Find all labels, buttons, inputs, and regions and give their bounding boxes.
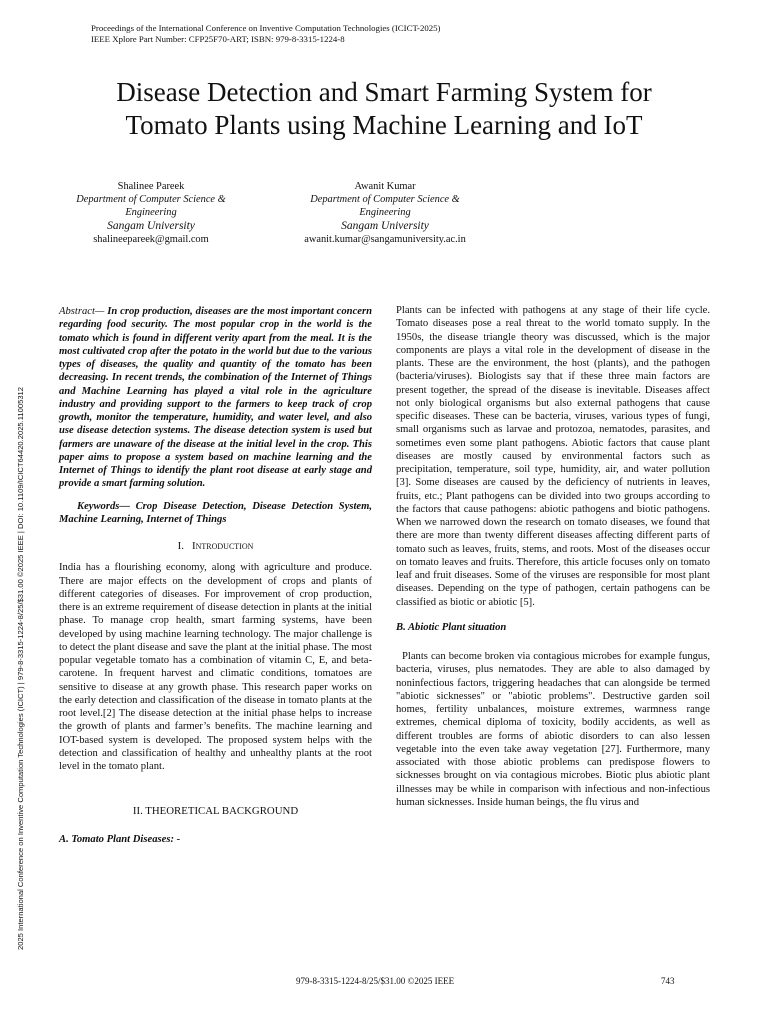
abstract-text: In crop production, diseases are the most important concern regarding food security. The most popular crop in the world is the tomato which is found in different verity apart from the meal. It is the most cultivated crop after the potato in the world but due to the various types of diseases, the quality and quantity of the tomato has been decreasing. In recent trends, the combination of the Internet of Things and Machine Learning has played a vital role in the agriculture industry and providing support to the farmers to keep track of crop growth, monitor the temperature, humidity, and water level, and also use disease detection systems. The disease detection system is used but farmers are unaware of the disease at the initial level in the crop. This paper aims to propose a system based on machine learning and the Internet of Things to identify the plant root disease at early stage and provide a smart farming solution.	[59, 306, 372, 490]
proceedings-line-1: Proceedings of the International Conference on Inventive Computation Technologies (ICICT-2025)	[91, 23, 441, 33]
author-university: Sangam University	[341, 219, 429, 232]
author-email[interactable]: awanit.kumar@sangamuniversity.ac.in	[304, 233, 466, 245]
keywords: Keywords— Crop Disease Detection, Disease Detection System, Machine Learning, Internet of Things	[59, 500, 372, 525]
doi-side-stamp: 2025 International Conference on Inventive Computation Technologies (ICICT) | 979-8-3315-1224-8/25/$31.00 ©2025 IEEE | DOI: 10.1109/ICICT64420.2025.11005312	[16, 387, 25, 950]
abiotic-body: Plants can become broken via contagious microbes for example fungus, bacteria, viruses, plus nematodes. They are able to also damaged by noninfectious factors, triggering headaches that can alongside be termed "abiotic sicknesses" or "abiotic problems". Destructive garden soil homes, fertility unbalances, moisture extremes, warmness range extremes, chemical diploma of toxicity, bodily accidents, as well as different troubles are forms of abiotic disorders to can also lessen vegetable into the even take away vegetation [27]. Furthermore, many associated with those abiotic problems can predispose flowers to sicknesses brought on via contagious microbes. Biotic plus abiotic plant illnesses may be while in comparison with infectious and non-infectious human sicknesses. Inside human beings, the flu virus and	[396, 651, 710, 808]
abstract	[59, 305, 372, 491]
subsection-heading-abiotic: B. Abiotic Plant situation	[396, 621, 507, 633]
proceedings-line-2: IEEE Xplore Part Number: CFP25F70-ART; ISBN: 979-8-3315-1224-8	[91, 34, 345, 44]
paper-title	[40, 76, 728, 142]
author-name: Awanit Kumar	[354, 181, 416, 192]
author-department: Department of Computer Science &	[310, 194, 460, 206]
title-line-2: Tomato Plants using Machine Learning and IoT	[125, 110, 643, 140]
left-column	[59, 305, 372, 846]
proceedings-header	[91, 23, 440, 45]
abstract-label: Abstract—	[59, 306, 105, 317]
page-number: 743	[661, 976, 675, 986]
title-line-1: Disease Detection and Smart Farming System for	[116, 77, 652, 107]
section-title: Introduction	[192, 540, 254, 552]
author-department: Department of Computer Science &	[76, 194, 226, 206]
right-column	[396, 304, 710, 809]
introduction-body: India has a flourishing economy, along with agriculture and produce. There are major effects on the development of crops and plants of different categories of diseases. For improvement of crop production, there is an extreme requirement of disease detection in plants at the initial phase. To manage crop health, smart farming systems, have been developed by using machine learning technology. The major challenge is to detect the plant disease and save the plant at the initial phase. The most popular vegetable tomato has a combination of vitamin C, E, and beta-carotene. In frequent harvest and climatic conditions, tomatoes are sensitive to disease at any growth phase. This research paper works on the early detection and classification of the disease in tomato plants at the root level.[2] The disease detection at the initial phase helps to increase the growth of plants and farmer’s benefits. The machine learning and IOT-based system is developed. The proposed system helps with the detection and classification of healthy and unhealthy plants at the root level in the tomato plant.	[59, 562, 372, 772]
author-name: Shalinee Pareek	[117, 181, 185, 192]
author-department-cont: Engineering	[359, 207, 411, 219]
author-email[interactable]: shalineepareek@gmail.com	[93, 233, 209, 245]
author-block-2	[280, 180, 490, 246]
author-block-1	[46, 180, 256, 246]
subsection-heading-diseases: A. Tomato Plant Diseases: -	[59, 833, 181, 845]
section-heading-introduction	[59, 540, 372, 553]
diseases-body: Plants can be infected with pathogens at any stage of their life cycle. Tomato diseases pose a real threat to the world tomato supply. In the 1950s, the disease triangle theory was discussed, which is the major components are plays a vital role in the development of disease in the plants. These are the environment, the host (plants), and the pathogen (bacteria/viruses). Biologists say that if these three main factors are present together, the spread of the disease is inevitable. Diseases affect not only biological organisms but also external pathogens that cause specific diseases. These can be bacteria, viruses, various types of fungi, small organisms such as larvae and protozoa, nematodes, parasites, and sometimes even some plant pathogens. Abiotic factors that cause plant diseases are mostly caused by environmental factors such as precipitation, temperature, soil type, humidity, air, and water pollution [3]. Some diseases are caused by the deficiency of nutrients in leaves, fruits, etc.; Plant pathogens can be divided into two groups according to the factors that cause pathogens: abiotic pathogens and biotic pathogens. When we narrowed down the research on tomato diseases, we found that there are more than twenty different diseases affecting different parts of tomato such as leaves, fruits, stems, and roots. Most of the diseases occur on tomato leaves and fruits. Therefore, this article focuses only on tomato leaf and fruit diseases. Some of the viruses are responsible for most plant diseases. Depending on the type of pathogen, certain pathogens can be classified as biotic or abiotic [5].	[396, 305, 710, 608]
section-heading-background: II. THEORETICAL BACKGROUND	[132, 805, 299, 818]
section-number: I.	[177, 540, 184, 552]
copyright-footer: 979-8-3315-1224-8/25/$31.00 ©2025 IEEE	[296, 976, 455, 986]
author-university: Sangam University	[107, 219, 195, 232]
author-department-cont: Engineering	[125, 207, 177, 219]
